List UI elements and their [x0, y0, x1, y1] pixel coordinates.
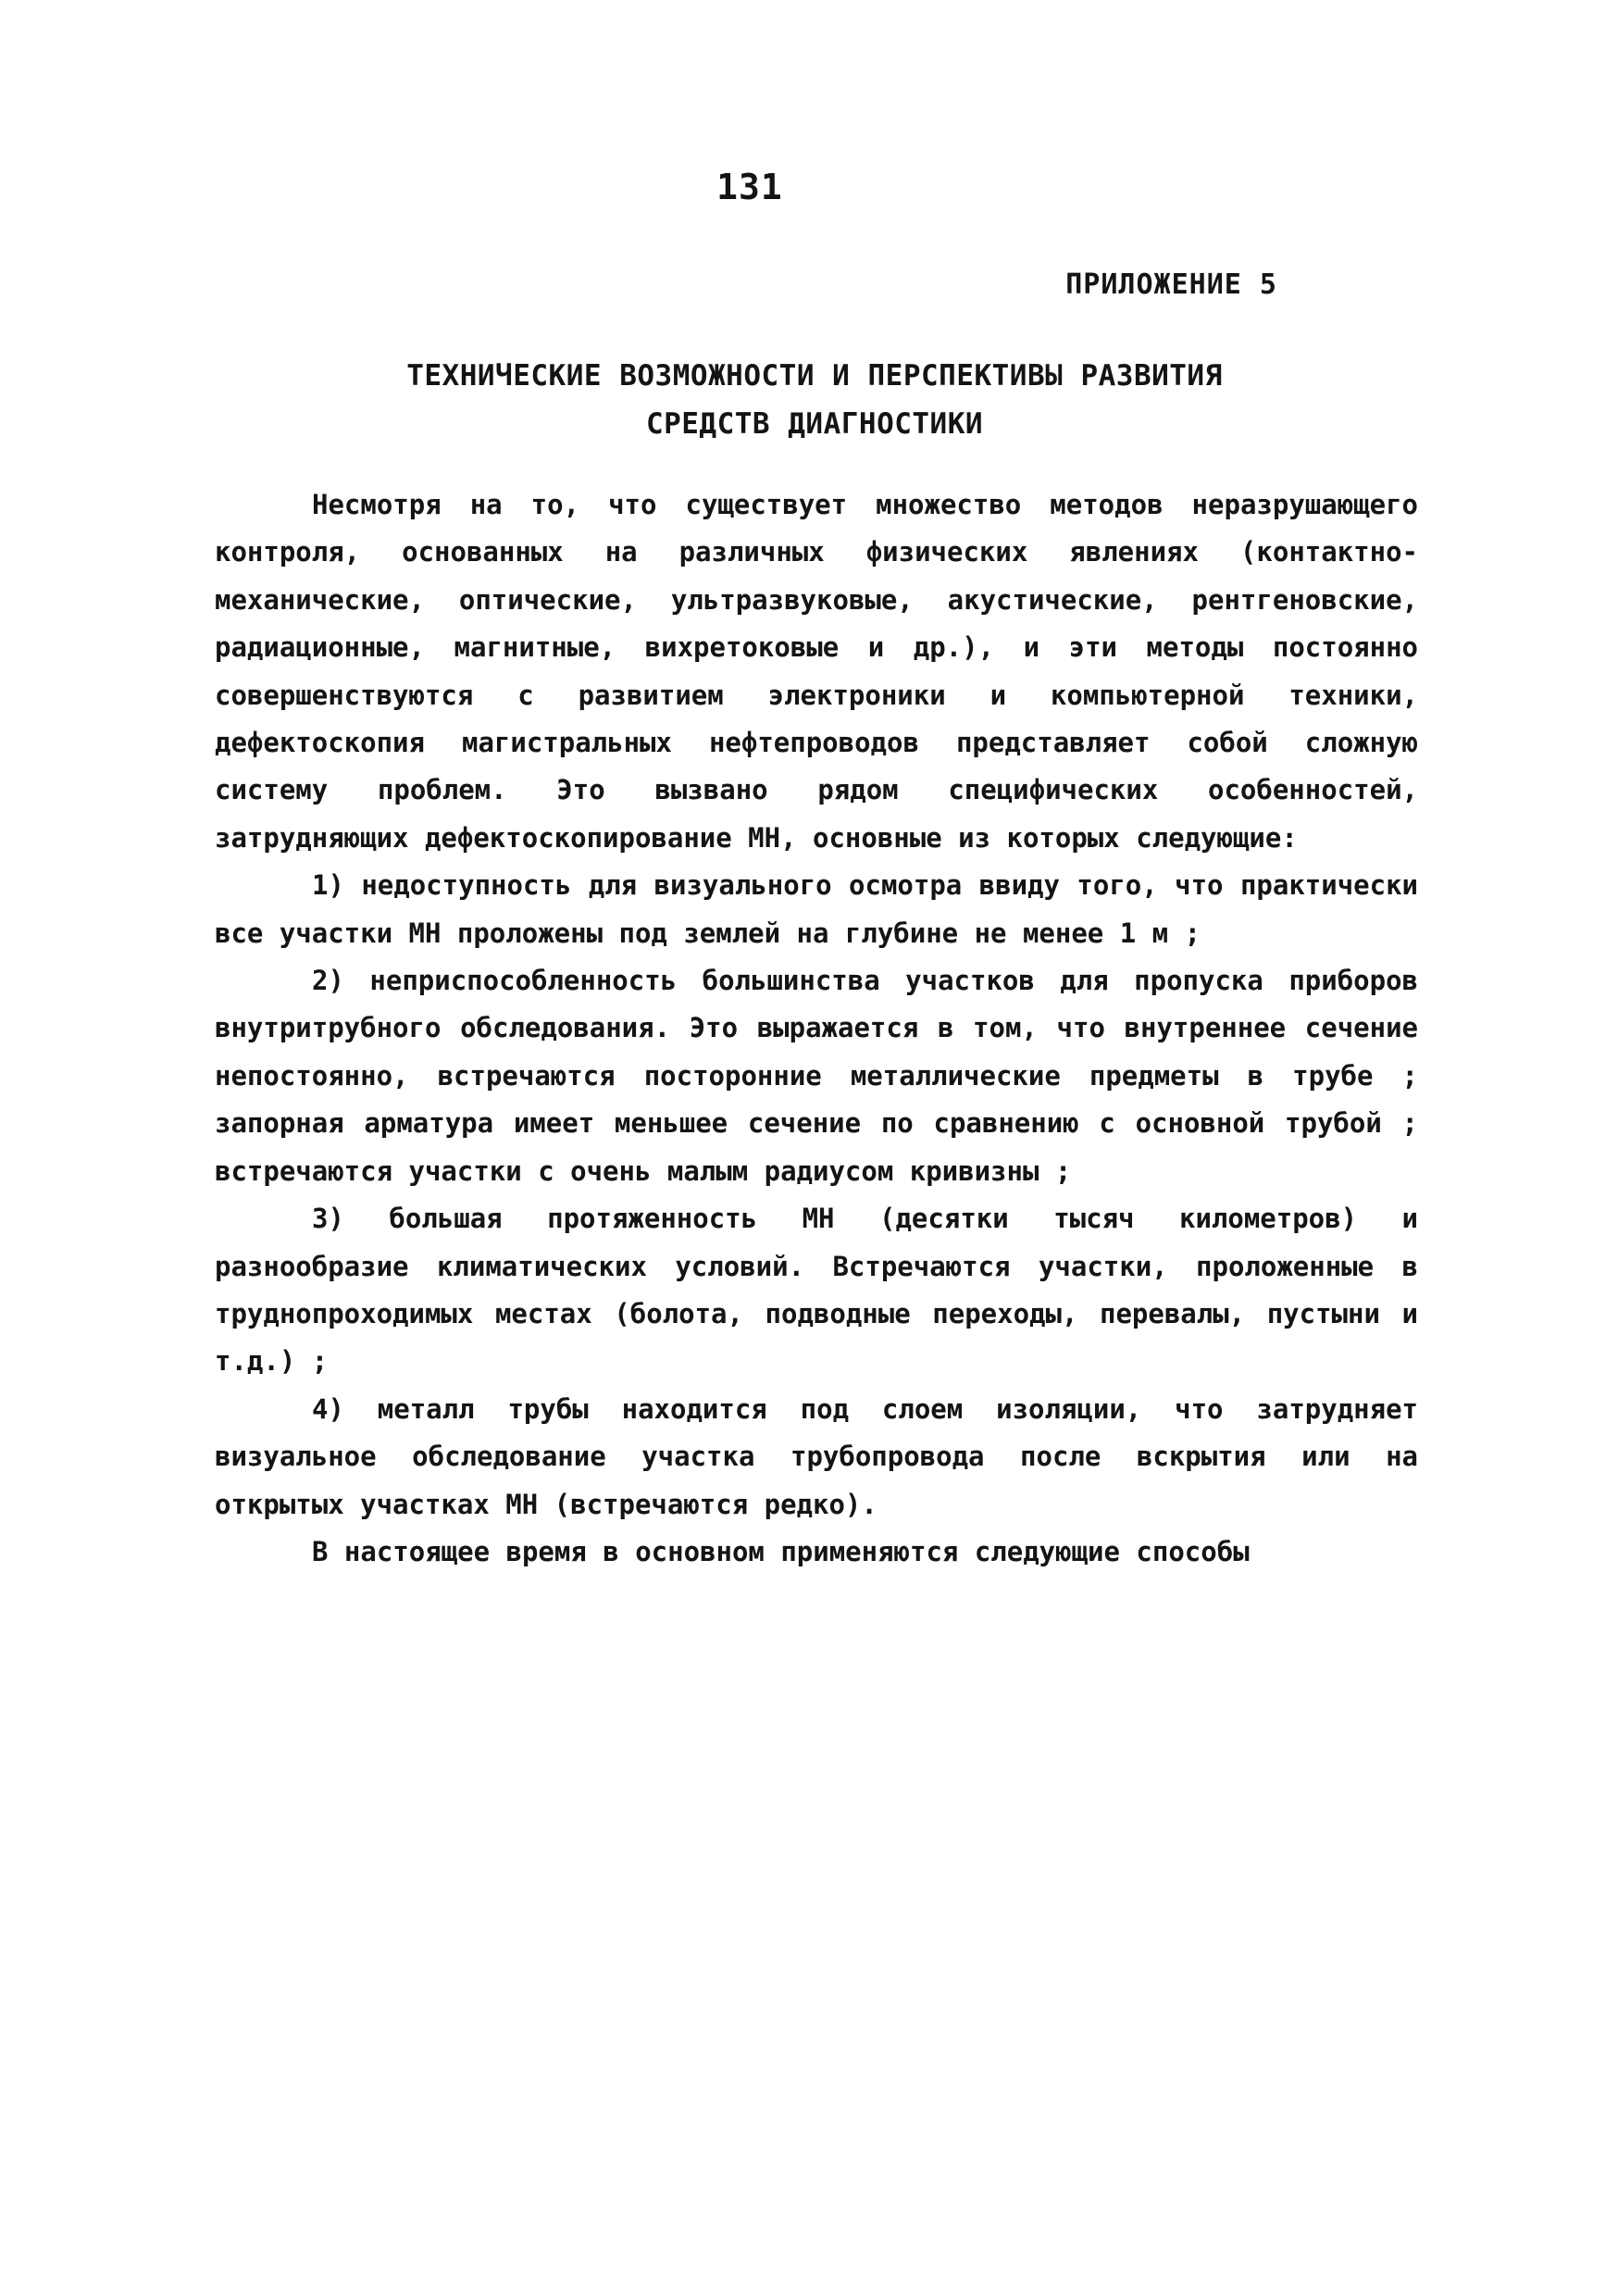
- paragraph-item-2: 2) неприспособленность большинства участков для пропуска приборов внутритрубного обследования. Это выражается в том, что внутреннее сечение непостоянно, встречаются посторонние металлические предметы в трубе ; запорная арматура имеет меньшее сечение по сравнению с основной трубой ; встречаются участки с очень малым радиусом кривизны ;: [215, 965, 1418, 1187]
- paragraph-item-3: 3) большая протяженность МН (десятки тысяч километров) и разнообразие климатических условий. Встречаются участки, проложенные в труднопроходимых местах (болота, подводные переходы, перевалы, пустыни и т.д.) ;: [215, 1203, 1418, 1378]
- appendix-label: ПРИЛОЖЕНИЕ 5: [1065, 268, 1277, 301]
- body-text: [215, 481, 1418, 1576]
- page-number: 131: [716, 167, 783, 207]
- title-line-2: СРЕДСТВ ДИАГНОСТИКИ: [645, 407, 984, 441]
- page-title: [333, 352, 1296, 448]
- paragraph-item-1: 1) недоступность для визуального осмотра ввиду того, что практически все участки МН проложены под землей на глубине не менее 1 м ;: [215, 869, 1418, 949]
- paragraph-closing: В настоящее время в основном применяются следующие способы: [312, 1535, 1250, 1567]
- paragraph-item-4: 4) металл трубы находится под слоем изоляции, что затрудняет визуальное обследование участка трубопровода после вскрытия или на открытых участках МН (встречаются редко).: [215, 1392, 1418, 1520]
- paragraph-intro: Несмотря на то, что существует множество методов неразрушающего контроля, основанных на различных физических явлениях (контактно-механические, оптические, ультразвуковые, акустические, рентгеновские, радиационные, магнитные, вихретоковые и др.), и эти методы постоянно совершенствуются с развитием электроники и компьютерной техники, дефектоскопия магистральных нефтепроводов представляет собой сложную систему проблем. Это вызвано рядом специфических особенностей, затрудняющих дефектоскопирование МН, основные из которых следующие:: [215, 489, 1418, 854]
- title-line-1: ТЕХНИЧЕСКИЕ ВОЗМОЖНОСТИ И ПЕРСПЕКТИВЫ РАЗВИТИЯ: [406, 359, 1223, 393]
